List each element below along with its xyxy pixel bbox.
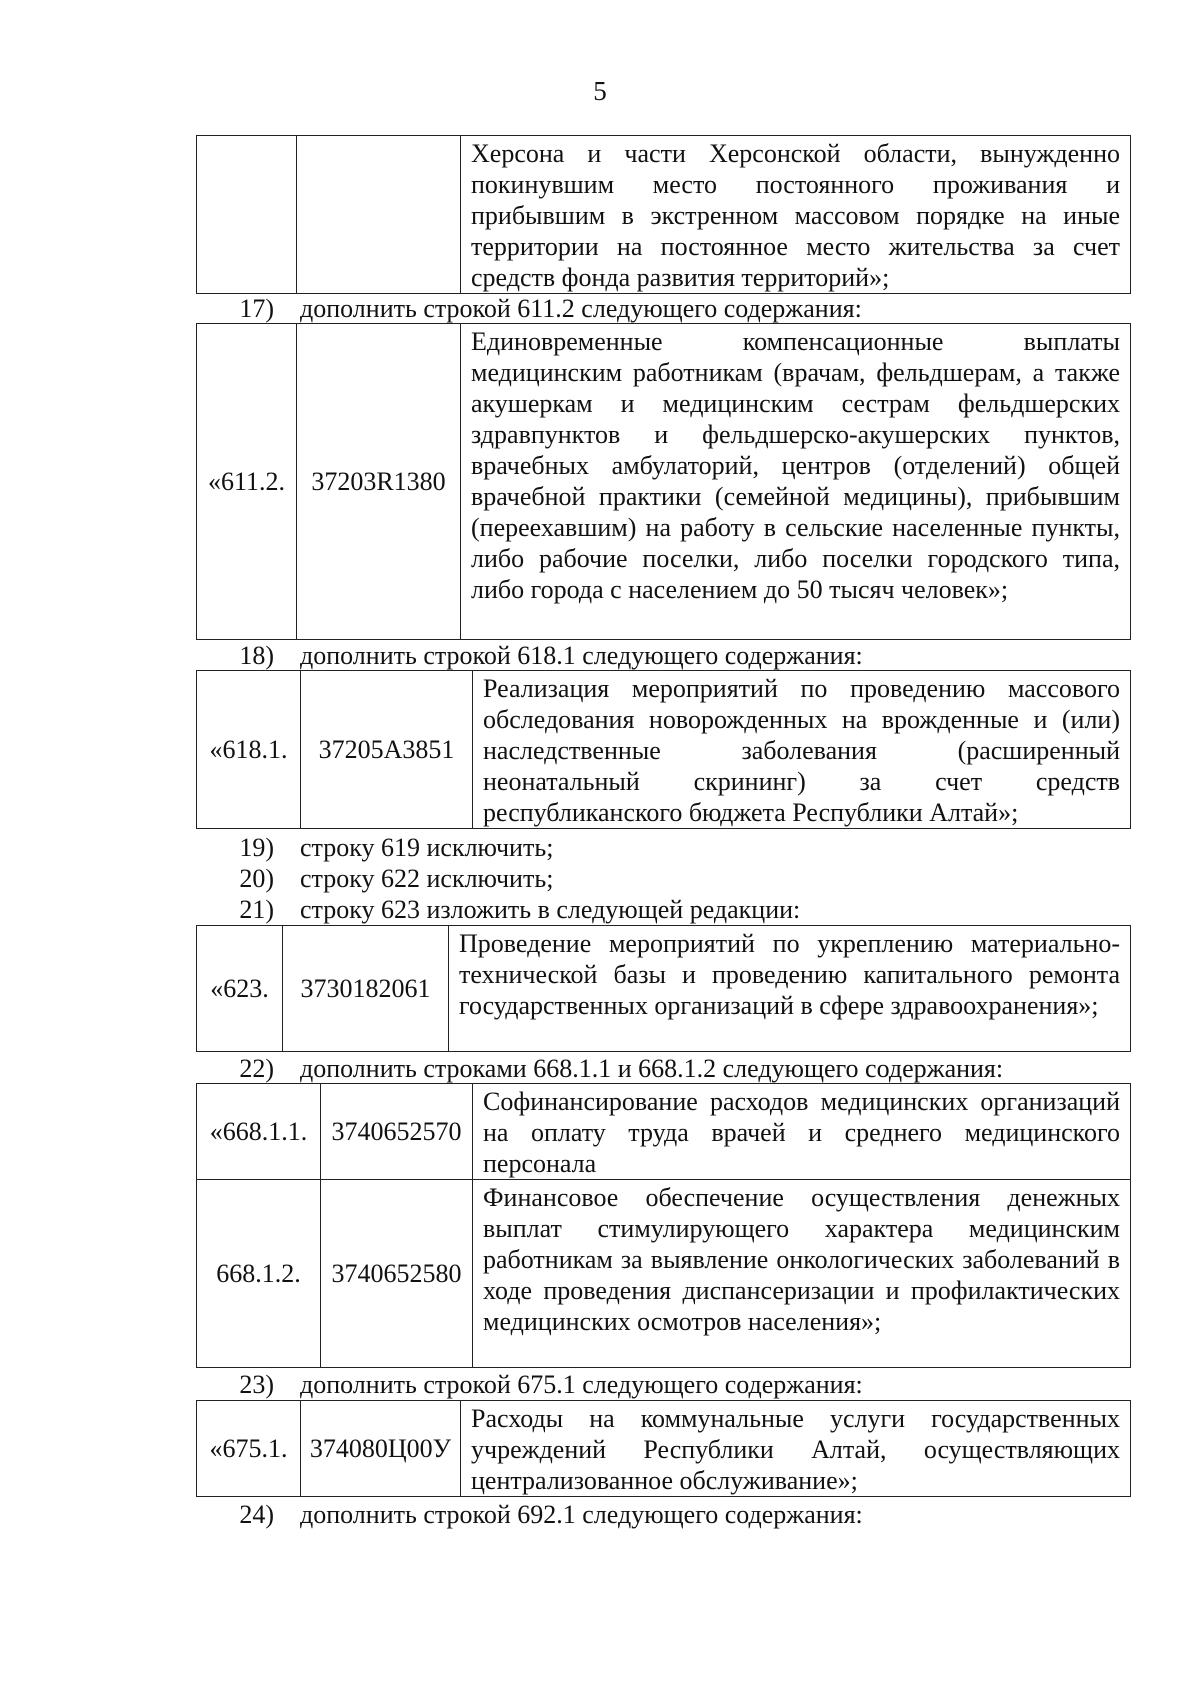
item-text: дополнить строкой 692.1 следующего содержания: <box>300 1500 863 1529</box>
row-number: «623. <box>197 926 283 1052</box>
row-code: 3730182061 <box>283 926 449 1052</box>
item-text: дополнить строками 668.1.1 и 668.1.2 следующего содержания: <box>300 1054 1004 1083</box>
list-item-21 <box>214 895 800 925</box>
row-text: Расходы на коммунальные услуги государственных учреждений Республики Алтай, осуществляющих централизованное обслуживание»; <box>461 1401 1131 1497</box>
row-code: 374080Ц00У <box>301 1401 461 1497</box>
table-row <box>197 671 1131 829</box>
item-text: дополнить строкой 675.1 следующего содержания: <box>300 1370 863 1399</box>
item-number: 23) <box>239 1370 274 1399</box>
row-number: «668.1.1. <box>197 1084 321 1180</box>
row-code <box>297 136 461 294</box>
row-code: 3740652580 <box>321 1180 473 1368</box>
list-item-24 <box>214 1500 863 1530</box>
item-text: дополнить строкой 618.1 следующего содержания: <box>300 641 863 670</box>
table-continuation <box>196 135 1131 294</box>
table-row <box>197 136 1131 294</box>
item-number: 18) <box>239 641 274 670</box>
item-number: 21) <box>239 895 274 924</box>
list-item-20 <box>214 864 553 894</box>
row-text: Реализация мероприятий по проведению массового обследования новорожденных на врожденные и (или) наследственные заболевания (расширенный неонатальный скрининг) за счет средств республиканского бюджета Республики Алтай»; <box>473 671 1131 829</box>
row-number <box>197 136 297 294</box>
row-number: 668.1.2. <box>197 1180 321 1368</box>
item-text: строку 619 исключить; <box>300 833 554 862</box>
item-text: строку 622 исключить; <box>300 864 554 893</box>
list-item-17 <box>214 294 862 324</box>
item-number: 19) <box>239 833 274 862</box>
row-number: «618.1. <box>197 671 301 829</box>
item-number: 20) <box>239 864 274 893</box>
list-item-23 <box>214 1370 863 1400</box>
row-text: Единовременные компенсационные выплаты медицинским работникам (врачам, фельдшерам, а также акушеркам и медицинским сестрам фельдшерских здравпунктов и фельдшерско-акушерских пунктов, врачебных амбулаторий, центров (отделений) общей врачебной практики (семейной медицины), прибывшим (переехавшим) на работу в сельские населенные пункты, либо рабочие поселки, либо поселки городского типа, либо города с населением до 50 тысяч человек»; <box>461 324 1131 640</box>
row-code: 37205А3851 <box>301 671 473 829</box>
row-text: Софинансирование расходов медицинских организаций на оплату труда врачей и среднего медицинского персонала <box>473 1084 1131 1180</box>
table-row <box>197 926 1131 1052</box>
item-number: 22) <box>239 1054 274 1083</box>
item-number: 24) <box>239 1500 274 1529</box>
list-item-19 <box>214 833 553 863</box>
table-675-1 <box>196 1400 1131 1497</box>
table-611-2 <box>196 323 1131 640</box>
table-618-1 <box>196 670 1131 829</box>
table-623 <box>196 925 1131 1052</box>
item-text: строку 623 изложить в следующей редакции: <box>300 895 801 924</box>
table-row <box>197 1084 1131 1180</box>
item-number: 17) <box>239 294 274 323</box>
row-number: «675.1. <box>197 1401 301 1497</box>
item-text: дополнить строкой 611.2 следующего содержания: <box>300 294 862 323</box>
table-row <box>197 324 1131 640</box>
list-item-22 <box>214 1054 1003 1084</box>
row-code: 37203R1380 <box>297 324 461 640</box>
row-text: Финансовое обеспечение осуществления денежных выплат стимулирующего характера медицинским работникам за выявление онкологических заболеваний в ходе проведения диспансеризации и профилактических медицинских осмотров населения»; <box>473 1180 1131 1368</box>
row-text: Херсона и части Херсонской области, вынужденно покинувшим место постоянного проживания и прибывшим в экстренном массовом порядке на иные территории на постоянное место жительства за счет средств фонда развития территорий»; <box>461 136 1131 294</box>
table-row <box>197 1180 1131 1368</box>
row-code: 3740652570 <box>321 1084 473 1180</box>
page-number: 5 <box>593 76 607 106</box>
row-number: «611.2. <box>197 324 297 640</box>
list-item-18 <box>214 641 863 671</box>
table-668 <box>196 1083 1131 1368</box>
row-text: Проведение мероприятий по укреплению материально-технической базы и проведению капитального ремонта государственных организаций в сфере здравоохранения»; <box>449 926 1131 1052</box>
table-row <box>197 1401 1131 1497</box>
